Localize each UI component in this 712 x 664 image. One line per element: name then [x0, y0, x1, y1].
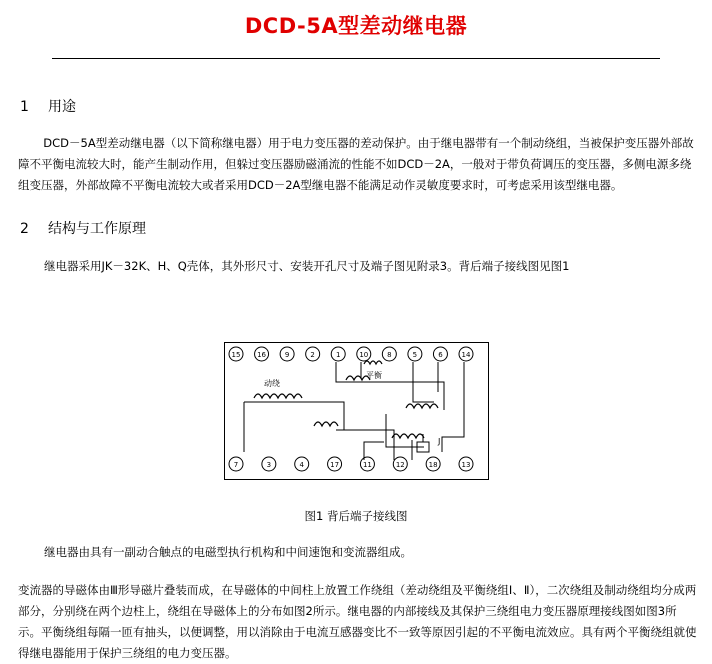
section-1-title: 用途: [48, 99, 76, 115]
bottom-terminal-label: 12: [395, 461, 405, 469]
bottom-terminal-label: 4: [299, 461, 304, 469]
section-1-heading: [20, 96, 76, 116]
top-terminal-label: 2: [310, 351, 315, 359]
bottom-terminal-label: 11: [362, 461, 372, 469]
top-terminal-label: 6: [438, 351, 443, 359]
top-terminal-label: 8: [387, 351, 392, 359]
section-2-heading: [20, 218, 146, 238]
after-figure-paragraph-1: 继电器由具有一副动合触点的电磁型执行机构和中间速饱和变流器组成。: [44, 545, 412, 559]
top-terminal-label: 10: [359, 351, 369, 359]
bottom-terminal-label: 13: [461, 461, 471, 469]
top-terminal-label: 9: [284, 351, 290, 359]
section-2-number: 2: [20, 221, 29, 237]
section-2-title: 结构与工作原理: [48, 221, 146, 237]
document-title: DCD-5A型差动继电器: [244, 14, 468, 38]
section-2-paragraph: 继电器采用JK－32K、H、Q壳体，其外形尺寸、安装开孔尺寸及端子图见附录3。背后端子接线图见图1: [44, 259, 570, 273]
bottom-terminal-label: 7: [233, 461, 239, 469]
top-terminal-label: 1: [335, 351, 341, 359]
bottom-terminal-label: 18: [428, 461, 438, 469]
bottom-terminal-label: 17: [330, 461, 340, 469]
relay-label: J: [438, 437, 441, 446]
winding-label-1: 动绕: [264, 379, 280, 388]
top-terminal-label: 15: [231, 351, 241, 359]
winding-label-2: 平衡: [366, 371, 382, 380]
after-figure-paragraph-2: 变流器的导磁体由Ⅲ形导磁片叠装而成，在导磁体的中间柱上放置工作绕组（差动绕组及平衡绕组Ⅰ、Ⅱ），二次绕组及制动绕组均分成两部分，分别绕在两个边柱上，绕组在导磁体上的分布如图2所示。继电器的内部接线及其保护三绕组电力变压器原理接线图如图3所示。平衡绕组每隔一匝有抽头，以便调整，用以消除由于电流互感器变比不一致等原因引起的不平衡电流效应。具有两个平衡绕组就使得继电器能用于保护三绕组的电力变压器。: [18, 583, 697, 660]
bottom-terminal-label: 3: [266, 461, 272, 469]
wiring-diagram: [224, 342, 489, 480]
top-terminal-label: 14: [461, 351, 471, 359]
figure-caption: 图1 背后端子接线图: [304, 509, 408, 523]
section-1-number: 1: [20, 99, 29, 115]
section-1-paragraph: DCD－5A型差动继电器（以下简称继电器）用于电力变压器的差动保护。由于继电器带有一个制动绕组，当被保护变压器外部故障不平衡电流较大时，能产生制动作用，但躲过变压器励磁涌流的性能不如DCD－2A，一般对于带负荷调压的变压器，多侧电源多绕组变压器，外部故障不平衡电流较大或者采用DCD－2A型继电器不能满足动作灵敏度要求时，可考虑采用该型继电器。: [18, 136, 694, 192]
top-terminal-label: 16: [257, 351, 267, 359]
top-terminal-label: 5: [412, 351, 418, 359]
title-divider: [52, 58, 660, 59]
